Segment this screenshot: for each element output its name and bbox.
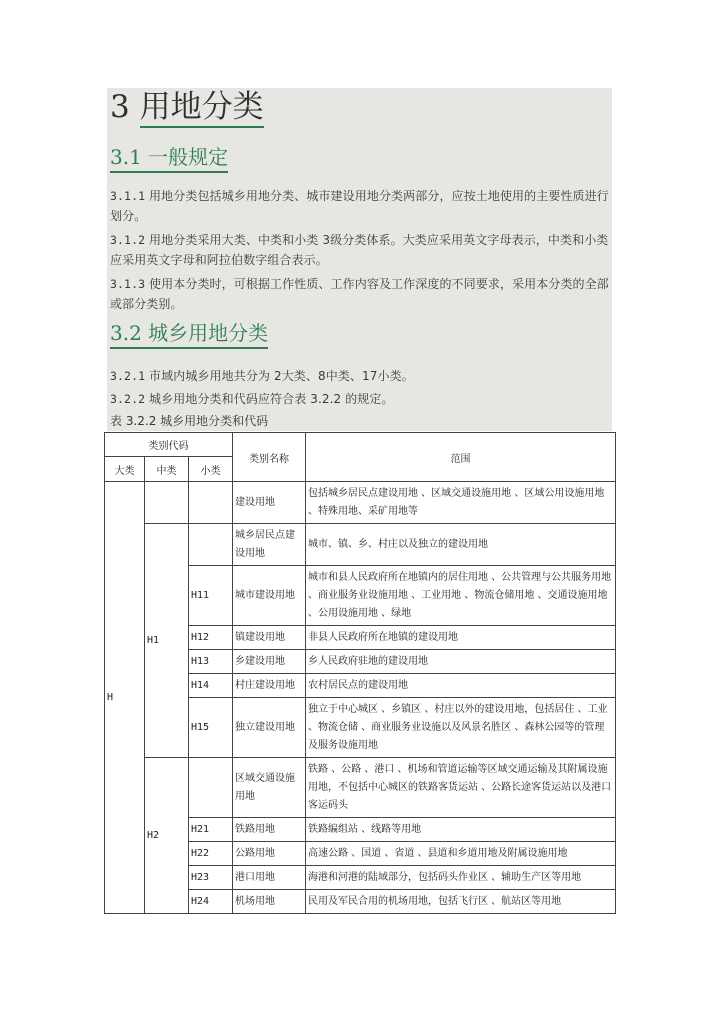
cell-name: 城市建设用地 [233,566,306,626]
cell-name: 独立建设用地 [233,698,306,758]
cell-name: 城乡居民点建设用地 [233,524,306,566]
cell-name: 建设用地 [233,482,306,524]
cell-scope: 乡人民政府驻地的建设用地 [306,650,616,674]
cell-minor: H14 [189,674,233,698]
cell-minor [189,524,233,566]
chapter-title: 用地分类 [140,89,264,128]
land-use-classification-table [104,432,616,914]
cell-scope: 包括城乡居民点建设用地 、区域交通设施用地 、区域公用设施用地 、特殊用地、采矿用地等 [306,482,616,524]
cell-scope: 独立于中心城区 、乡镇区 、村庄以外的建设用地，包括居住 、工业 、物流仓储 、商业服务业设施以及风景名胜区 、森林公园等的管理及服务设施用地 [306,698,616,758]
header-minor: 小类 [189,457,233,482]
cell-minor: H13 [189,650,233,674]
cell-scope: 铁路 、公路 、港口 、机场和管道运输等区域交通运输及其附属设施用地，不包括中心城区的铁路客货运站 、公路长途客货运站以及港口客运码头 [306,758,616,818]
header-scope: 范围 [306,433,616,482]
cell-medium: H2 [145,758,189,914]
table-row [105,524,616,566]
cell-minor: H21 [189,818,233,842]
cell-minor: H22 [189,842,233,866]
table-row [105,482,616,524]
cell-name: 机场用地 [233,890,306,914]
cell-scope: 海港和河港的陆域部分，包括码头作业区 、辅助生产区等用地 [306,866,616,890]
cell-major: H [105,482,145,914]
paragraph-3-1-2: 3.1.2 用地分类采用大类、中类和小类 3级分类体系。大类应采用英文字母表示，中类和小类应采用英文字母和阿拉伯数字组合表示。 [110,233,609,267]
section-heading-urban-rural: 3.2 城乡用地分类 [110,320,268,349]
cell-minor: H11 [189,566,233,626]
cell-scope: 城市、镇、乡、村庄以及独立的建设用地 [306,524,616,566]
header-medium: 中类 [145,457,189,482]
cell-name: 镇建设用地 [233,626,306,650]
paragraph-3-1-1: 3.1.1 用地分类包括城乡用地分类、城市建设用地分类两部分，应按土地使用的主要性质进行划分。 [110,189,609,223]
cell-minor: H12 [189,626,233,650]
cell-scope: 城市和县人民政府所在地镇内的居住用地 、公共管理与公共服务用地 、商业服务业设施用地 、工业用地 、物流仓储用地 、交通设施用地 、公用设施用地 、绿地 [306,566,616,626]
cell-medium [145,482,189,524]
cell-scope: 非县人民政府所在地镇的建设用地 [306,626,616,650]
cell-name: 乡建设用地 [233,650,306,674]
cell-scope: 高速公路 、国道 、省道 、县道和乡道用地及附属设施用地 [306,842,616,866]
cell-scope: 铁路编组站 、线路等用地 [306,818,616,842]
cell-name: 区域交通设施用地 [233,758,306,818]
chapter-heading [110,88,264,126]
cell-minor: H24 [189,890,233,914]
table-caption: 表 3.2.2 城乡用地分类和代码 [110,414,269,428]
cell-name: 港口用地 [233,866,306,890]
header-category-code: 类别代码 [105,433,233,457]
cell-minor: H23 [189,866,233,890]
cell-medium: H1 [145,524,189,758]
header-category-name: 类别名称 [233,433,306,482]
cell-minor [189,758,233,818]
cell-name: 村庄建设用地 [233,674,306,698]
header-major: 大类 [105,457,145,482]
cell-name: 铁路用地 [233,818,306,842]
paragraph-3-2-2: 3.2.2 城乡用地分类和代码应符合表 3.2.2 的规定。 [110,392,394,406]
chapter-number: 3 [110,89,130,125]
paragraph-3-1-3: 3.1.3 使用本分类时，可根据工作性质、工作内容及工作深度的不同要求，采用本分类的全部或部分类别。 [110,277,609,311]
cell-name: 公路用地 [233,842,306,866]
cell-minor: H15 [189,698,233,758]
cell-scope: 农村居民点的建设用地 [306,674,616,698]
paragraph-3-2-1: 3.2.1 市域内城乡用地共分为 2大类、8中类、17小类。 [110,369,414,383]
table-row [105,758,616,818]
section-heading-general: 3.1 一般规定 [110,144,228,173]
cell-minor [189,482,233,524]
cell-scope: 民用及军民合用的机场用地，包括飞行区 、航站区等用地 [306,890,616,914]
